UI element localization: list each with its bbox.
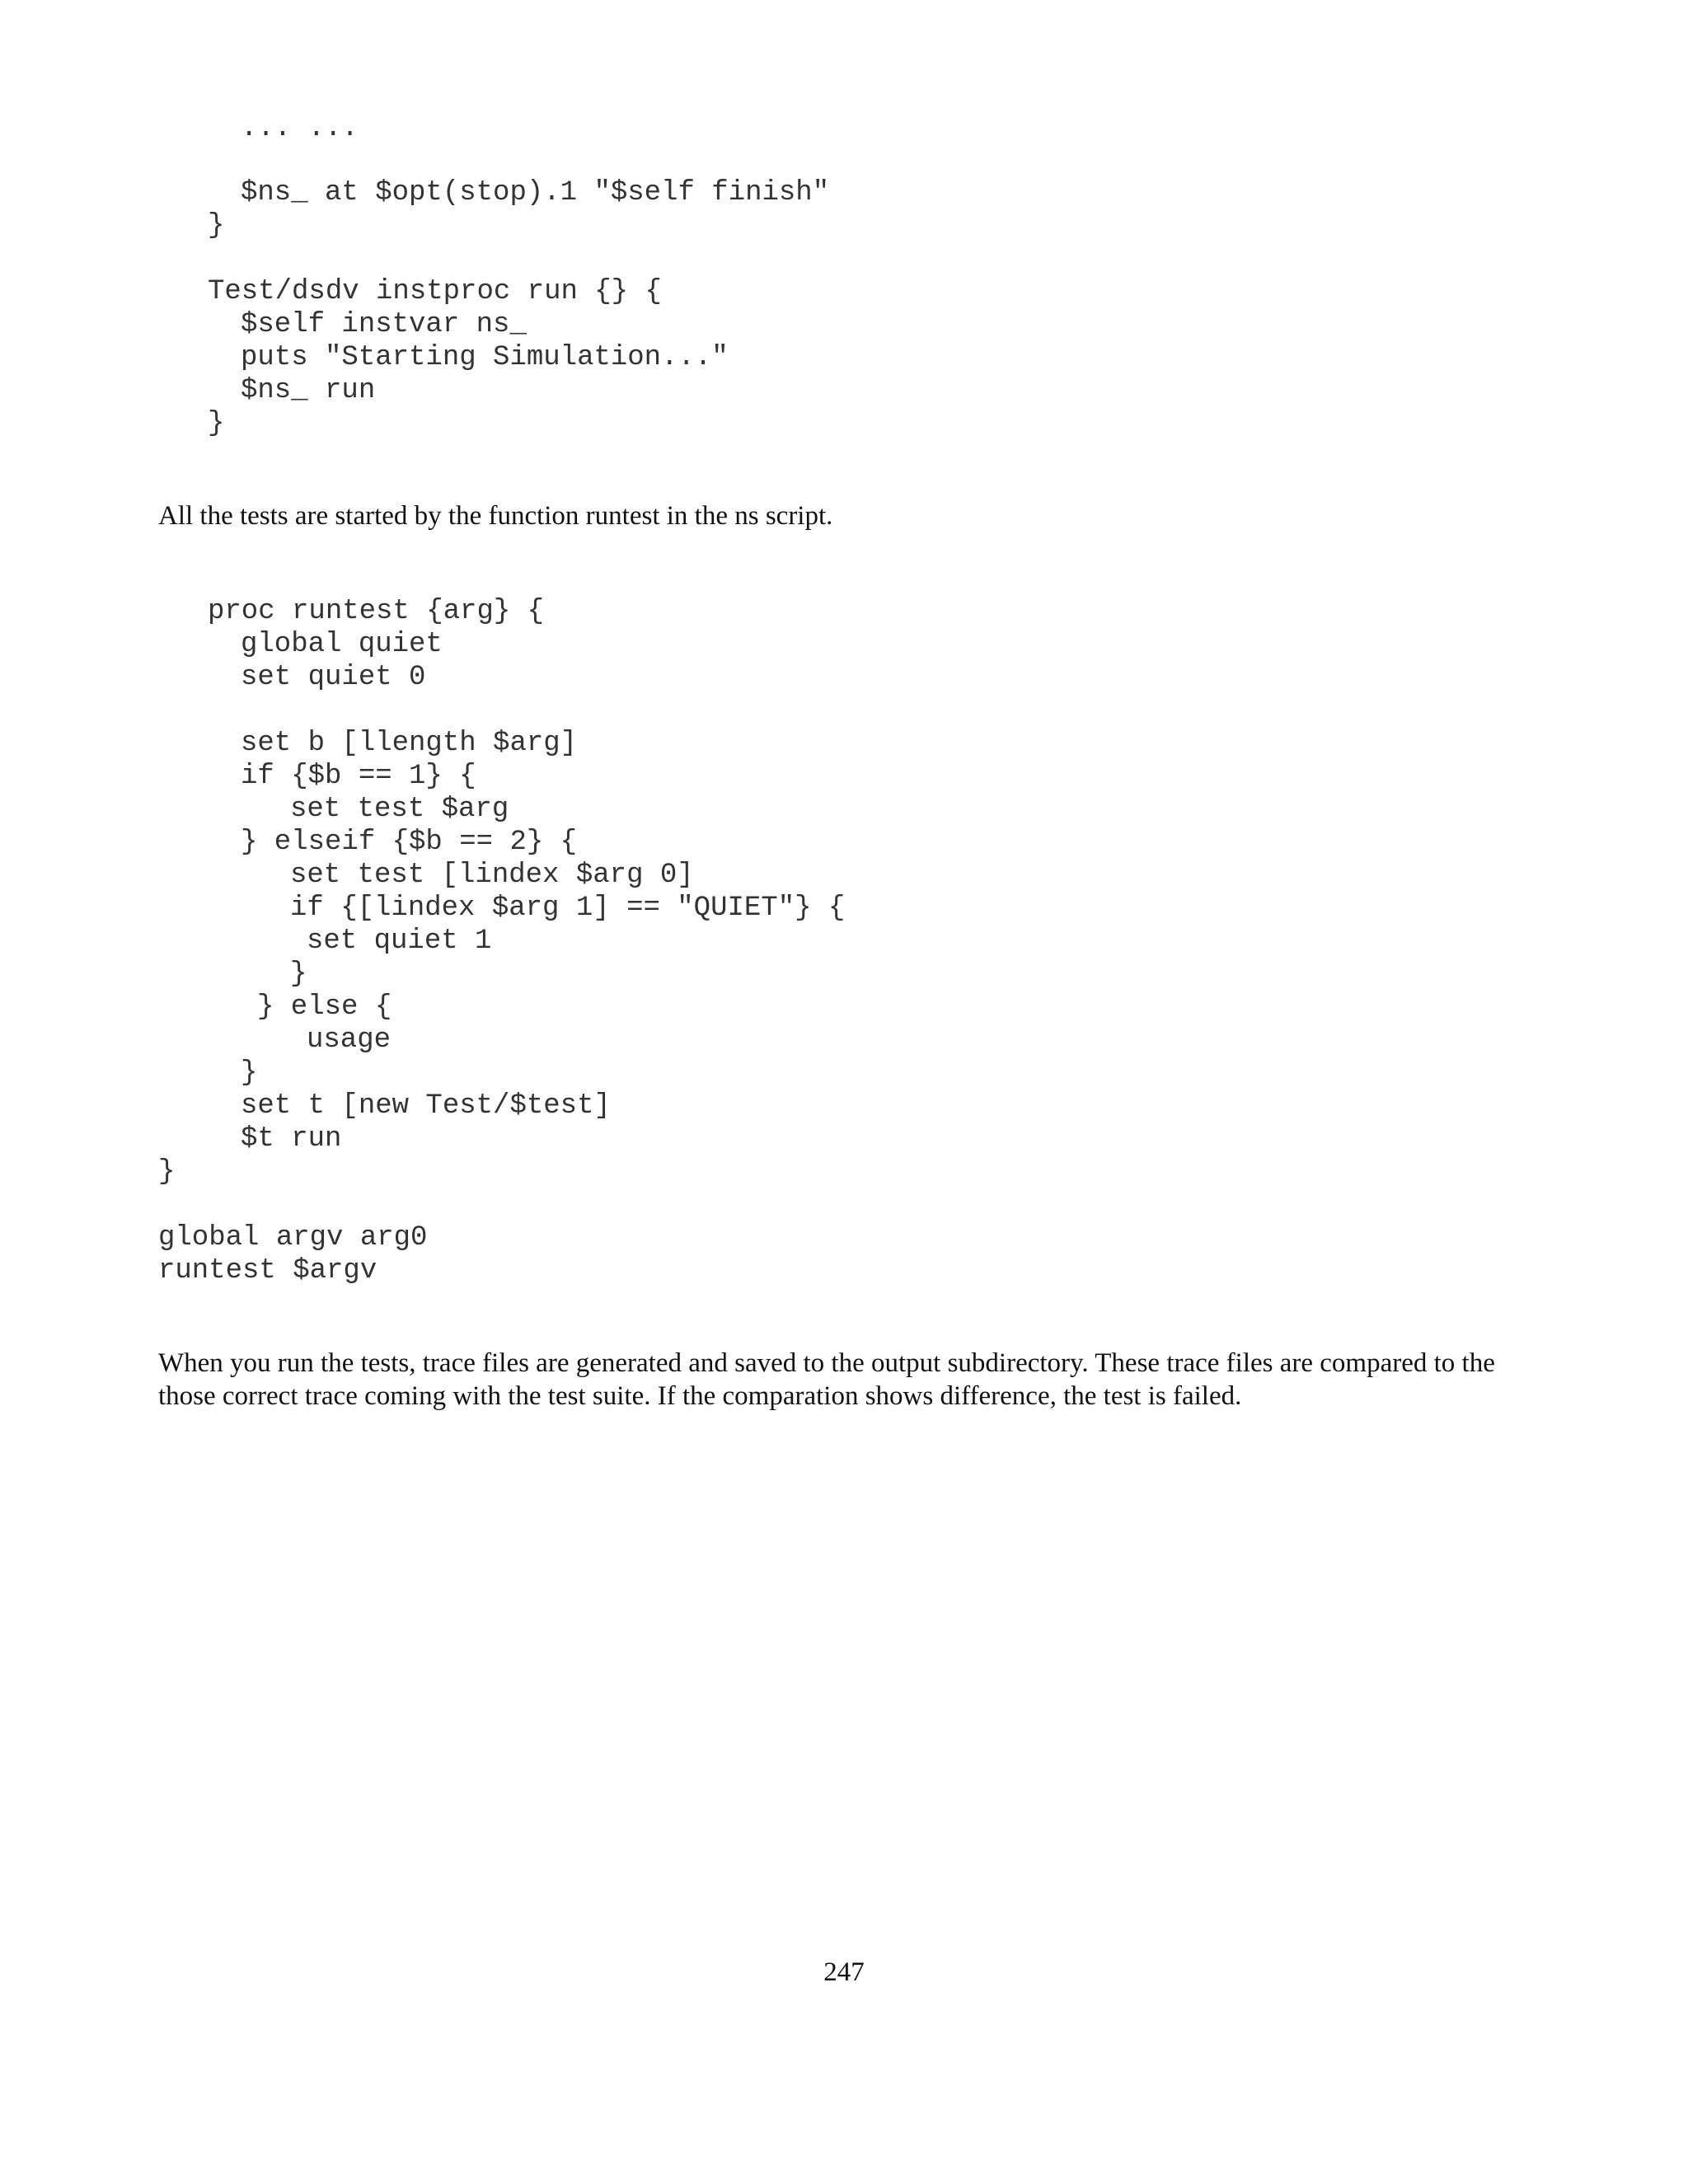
code-line: } elseif {$b == 2} { [241,827,578,858]
code-line: } [290,958,307,990]
code-line: set test $arg [290,794,509,825]
body-paragraph: All the tests are started by the function runtest in the ns script. [158,501,833,531]
code-line: usage [307,1024,392,1056]
code-line: set test [lindex $arg 0] [290,860,694,891]
code-line: ... ... [241,113,359,144]
code-line: if {[lindex $arg 1] == "QUIET"} { [290,893,846,924]
code-line: proc runtest {arg} { [208,596,545,627]
code-line: set t [new Test/$test] [241,1090,611,1122]
code-line: set quiet 1 [307,926,492,957]
code-line: } [208,210,225,241]
code-line: Test/dsdv instproc run {} { [208,276,662,307]
code-line: $self instvar ns_ [241,309,527,340]
code-line: $ns_ run [241,375,376,406]
code-line: $ns_ at $opt(stop).1 "$self finish" [241,177,830,209]
body-paragraph-line: When you run the tests, trace files are generated and saved to the output subdirectory. These trace files are compared to the [158,1348,1495,1378]
page-number: 247 [823,1957,865,1987]
body-paragraph-line: those correct trace coming with the test suite. If the comparation shows difference, the test is failed. [158,1381,1242,1411]
code-line: puts "Starting Simulation..." [241,342,729,373]
code-line: } [241,1057,258,1089]
code-line: set b [llength $arg] [241,728,578,759]
code-line: } [158,1156,176,1188]
code-line: runtest $argv [158,1255,377,1286]
code-line: if {$b == 1} { [241,761,476,792]
code-line: } [208,408,225,439]
code-line: } else { [257,991,392,1023]
code-line: global argv arg0 [158,1222,428,1254]
code-line: global quiet [241,629,443,660]
code-line: set quiet 0 [241,662,426,693]
code-line: $t run [241,1123,342,1155]
